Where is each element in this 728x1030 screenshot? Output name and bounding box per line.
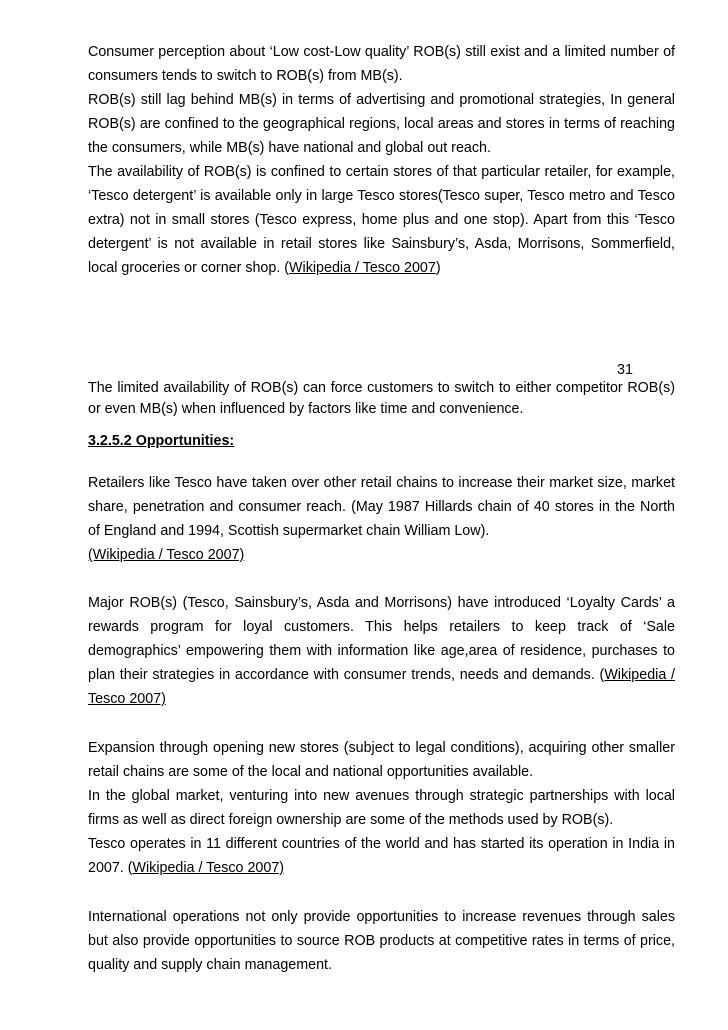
text-advertising: ROB(s) still lag behind MB(s) in terms of advertising and promotional strategies, In general ROB(s) are confined to the geographical regions, local areas and stores in terms of reaching the consumers, while MB(s) have national and global out reach. [88, 92, 675, 156]
text-loyalty-cards: Major ROB(s) (Tesco, Sainsbury’s, Asda and Morrisons) have introduced ‘Loyalty Cards’ a rewards program for loyal customers. This helps retailers to keep track of ‘Sale demographics’ empowering them with information like age,area of residence, purchases to plan their strategies in accordance with consumer trends, needs and demands. ( [88, 595, 675, 683]
paragraph-consumer-perception [88, 40, 675, 280]
section-heading: 3.2.5.2 Opportunities: [88, 433, 235, 449]
text-expansion: Expansion through opening new stores (subject to legal conditions), acquiring other smaller retail chains are some of the local and national opportunities available. [88, 740, 675, 780]
paragraph-international-operations: International operations not only provide opportunities to increase revenues through sales but also provide opportunities to source ROB products at competitive rates in terms of price, quality and supply chain management. [88, 909, 675, 973]
paragraph-loyalty-cards [88, 591, 675, 711]
text-acquisitions: Retailers like Tesco have taken over other retail chains to increase their market size, market share, penetration and consumer reach. (May 1987 Hillards chain of 40 stores in the North of England and 1994, Scottish supermarket chain William Low). [88, 475, 675, 539]
text-consumer-perception: Consumer perception about ‘Low cost-Low quality’ ROB(s) still exist and a limited number of consumers tends to switch to ROB(s) from MB(s). [88, 44, 675, 84]
text-close-paren: ) [435, 260, 441, 276]
page-number: 31 [617, 362, 633, 378]
paragraph-acquisitions [88, 471, 675, 567]
citation-link[interactable]: Wikipedia / Tesco 2007) [88, 667, 676, 707]
text-tesco-operations: Tesco operates in 11 different countries of the world and has started its operation in India in 2007. ( [88, 836, 675, 876]
paragraph-limited-availability: The limited availability of ROB(s) can force customers to switch to either competitor ROB(s) or even MB(s) when influenced by factors like time and convenience. [88, 380, 675, 417]
text-availability: The availability of ROB(s) is confined to certain stores of that particular retailer, for example, ‘Tesco detergent’ is available only in large Tesco stores(Tesco super, Tesco metro and Tesco extra) not in small stores (Tesco express, home plus and one stop). Apart from this ‘Tesco detergent’ is not available in retail stores like Sainsbury’s, Asda, Morrisons, Sommerfield, local groceries or corner shop. ( [88, 164, 675, 276]
citation-link[interactable]: (Wikipedia / Tesco 2007) [88, 547, 245, 563]
citation-link[interactable]: Wikipedia / Tesco 2007) [132, 860, 285, 876]
paragraph-expansion [88, 736, 675, 880]
citation-link[interactable]: Wikipedia / Tesco 2007 [289, 260, 436, 276]
text-global-market: In the global market, venturing into new avenues through strategic partnerships with local firms as well as direct foreign ownership are some of the methods used by ROB(s). [88, 788, 675, 828]
